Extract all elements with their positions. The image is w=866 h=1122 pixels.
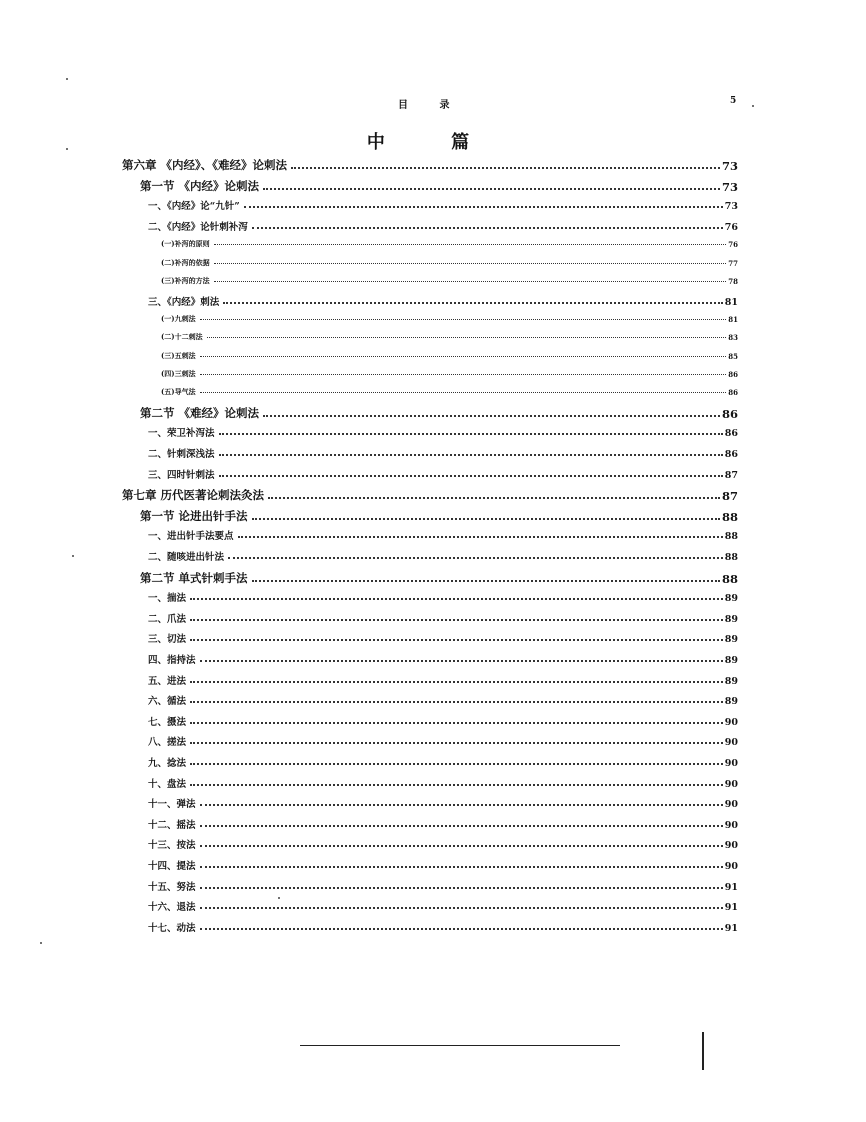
toc-entry-page: 88: [721, 571, 738, 586]
toc-entry-label: 七、摄法: [148, 716, 187, 728]
dot-leader: [291, 166, 720, 169]
toc-entry-label: 一、进出针手法要点: [148, 531, 234, 543]
toc-entry-label: 十三、按法: [148, 840, 196, 852]
dot-leader: [244, 205, 723, 208]
toc-entry-label: 第七章 历代医著论刺法灸法: [122, 488, 265, 503]
toc-entry: [161, 387, 738, 397]
dot-leader: [223, 301, 723, 304]
toc-entry-label: 二、随咳进出针法: [148, 552, 225, 563]
dot-leader: [200, 906, 723, 909]
dot-leader: [200, 391, 727, 393]
toc-entry-label: 六、循法: [148, 696, 187, 708]
toc-entry: [140, 405, 738, 421]
dot-leader: [190, 618, 723, 621]
toc-entry-label: 第二节 《难经》论刺法: [140, 405, 260, 420]
dot-leader: [238, 535, 723, 538]
toc-entry-page: 90: [724, 799, 738, 811]
dot-leader: [200, 659, 723, 662]
dot-leader: [200, 373, 727, 375]
toc-entry-label: (二)十二刺法: [161, 332, 203, 342]
dot-leader: [200, 803, 723, 806]
scan-speck: [66, 148, 68, 150]
toc-entry: [148, 858, 738, 872]
toc-entry: [148, 294, 738, 308]
toc-entry-label: 十四、提法: [148, 861, 196, 872]
toc-entry-page: 86: [724, 449, 738, 460]
toc-entry-page: 91: [724, 922, 738, 934]
scan-speck: [66, 78, 68, 80]
toc-entry: [148, 817, 738, 831]
toc-entry-page: 86: [728, 387, 738, 397]
footer-rule: [300, 1045, 620, 1046]
toc-entry: [161, 258, 738, 268]
toc-entry-label: 十七、动法: [148, 922, 196, 934]
scan-speck: [72, 555, 74, 557]
dot-leader: [200, 927, 723, 930]
dot-leader: [190, 680, 723, 683]
toc-entry-page: 76: [724, 221, 738, 233]
toc-entry-page: 91: [724, 881, 738, 893]
dot-leader: [207, 336, 727, 338]
dot-leader: [219, 432, 723, 435]
toc-entry-page: 83: [728, 333, 738, 343]
toc-entry-label: 三、四时针刺法: [148, 469, 215, 481]
dot-leader: [219, 474, 723, 477]
toc-entry-label: 五、进法: [148, 675, 187, 687]
toc-entry: [161, 239, 738, 249]
scan-speck: [752, 105, 754, 107]
dot-leader: [228, 556, 723, 559]
toc-entry-label: 九、捻法: [148, 758, 187, 769]
toc-entry-page: 86: [724, 428, 738, 440]
header-title: 目 录: [398, 100, 464, 111]
dot-leader: [200, 824, 723, 827]
toc-entry-page: 86: [721, 406, 738, 421]
toc-entry: [161, 332, 738, 342]
toc-entry: [148, 734, 738, 748]
toc-entry-page: 90: [724, 778, 738, 790]
toc-entry: [122, 157, 738, 173]
toc-entry: [148, 219, 738, 233]
toc-entry-label: 第二节 单式针刺手法: [140, 570, 248, 585]
toc-entry-label: 第一节 论进出针手法: [140, 508, 248, 523]
toc-entry-page: 81: [728, 315, 738, 325]
toc-entry: [148, 446, 738, 460]
dot-leader: [200, 886, 723, 889]
toc-entry: [148, 425, 738, 439]
toc-entry: [148, 920, 738, 934]
toc-entry: [140, 508, 738, 524]
toc-entry-page: 73: [721, 159, 738, 173]
toc-entry: [148, 714, 738, 728]
toc-entry-page: 89: [724, 696, 738, 708]
dot-leader: [263, 187, 720, 190]
dot-leader: [214, 262, 727, 264]
toc-entry-label: 第一节 《内经》论刺法: [140, 178, 260, 193]
toc-entry: [148, 899, 738, 913]
dot-leader: [190, 638, 723, 641]
toc-entry-page: 81: [724, 296, 738, 308]
toc-entry: [148, 673, 738, 687]
dot-leader: [190, 783, 723, 786]
dot-leader: [200, 865, 723, 868]
toc-entry-label: 十五、努法: [148, 881, 196, 893]
scan-speck: [278, 897, 280, 899]
toc-entry-label: (三)补泻的方法: [161, 275, 210, 285]
toc-entry-page: 89: [724, 655, 738, 666]
toc-entry-label: 二、针刺深浅法: [148, 449, 215, 460]
dot-leader: [214, 243, 727, 245]
toc-entry-label: 八、搓法: [148, 737, 187, 749]
toc-entry-page: 88: [724, 531, 738, 543]
toc-entry-label: (一)九刺法: [161, 314, 196, 324]
dot-leader: [200, 844, 723, 847]
toc-entry-page: 89: [724, 593, 738, 605]
dot-leader: [214, 280, 727, 282]
toc-entry: [161, 351, 738, 361]
toc-entry-page: 89: [724, 675, 738, 687]
toc-entry-page: 87: [721, 489, 738, 504]
toc-entry: [148, 198, 738, 212]
toc-entry-label: (五)导气法: [161, 386, 196, 396]
toc-entry-label: (四)三刺法: [161, 368, 196, 378]
toc-entry: [161, 369, 738, 379]
toc-entry-page: 91: [724, 902, 738, 914]
toc-entry-label: 十二、摇法: [148, 819, 196, 831]
toc-entry-page: 89: [724, 613, 738, 625]
toc-entry: [140, 178, 738, 194]
toc-entry-page: 90: [724, 716, 738, 728]
toc-entry: [148, 837, 738, 851]
toc-entry: [148, 467, 738, 481]
scan-speck: [40, 942, 42, 944]
toc-entry-label: 四、指持法: [148, 655, 196, 666]
toc-entry-page: 88: [721, 509, 738, 524]
toc-entry: [161, 276, 738, 286]
toc-entry-label: 第六章 《内经》、《难经》论刺法: [122, 158, 288, 172]
toc-entry: [148, 631, 738, 645]
toc-entry-label: (一)补泻的原则: [161, 239, 210, 249]
dot-leader: [190, 741, 723, 744]
toc-entry: [148, 549, 738, 563]
toc-entry: [148, 693, 738, 707]
toc-entry: [148, 796, 738, 810]
toc-entry: [148, 879, 738, 893]
toc-entry-page: 89: [724, 634, 738, 646]
toc-entry-page: 90: [724, 819, 738, 831]
toc-entry: [148, 590, 738, 604]
toc-entry-label: 三、《内经》刺法: [148, 296, 220, 308]
toc-entry: [161, 314, 738, 324]
toc-entry: [148, 755, 738, 769]
dot-leader: [200, 318, 727, 320]
dot-leader: [190, 597, 723, 600]
toc-entry-page: 86: [728, 369, 738, 379]
toc-entry-page: 77: [728, 258, 738, 268]
toc-entry-label: (三)五刺法: [161, 350, 196, 360]
toc-entry: [140, 570, 738, 586]
dot-leader: [268, 496, 720, 499]
toc-entry-label: 十一、弹法: [148, 799, 196, 811]
toc-entry-label: 二、爪法: [148, 613, 187, 625]
toc-entry: [122, 487, 738, 503]
toc-entry-page: 85: [728, 351, 738, 361]
margin-mark: [702, 1032, 704, 1070]
dot-leader: [190, 700, 723, 703]
toc-entry-label: 一、揣法: [148, 593, 187, 605]
dot-leader: [190, 721, 723, 724]
toc-entry-page: 87: [724, 469, 738, 481]
dot-leader: [200, 355, 727, 357]
dot-leader: [190, 762, 723, 765]
dot-leader: [219, 453, 723, 456]
toc-entry-page: 73: [721, 179, 738, 194]
toc-entry-label: 一、荣卫补泻法: [148, 428, 215, 440]
dot-leader: [252, 579, 720, 582]
header-page-number: 5: [730, 96, 737, 106]
toc-entry-label: 十、盘法: [148, 778, 187, 790]
toc-entry: [148, 652, 738, 666]
toc-entry-page: 90: [724, 861, 738, 872]
toc-entry-label: 二、《内经》论针刺补泻: [148, 221, 248, 233]
toc-entry: [148, 528, 738, 542]
toc-entry-page: 78: [728, 276, 738, 286]
toc-entry-page: 88: [724, 552, 738, 563]
dot-leader: [252, 517, 720, 520]
toc-entry-label: (二)补泻的依据: [161, 257, 210, 267]
toc-entry-label: 三、切法: [148, 634, 187, 646]
toc-entry-page: 90: [724, 737, 738, 749]
part-title: 中 篇: [366, 132, 500, 153]
toc-entry-page: 90: [724, 840, 738, 852]
toc-entry-label: 十六、退法: [148, 902, 196, 914]
toc-entry-page: 90: [724, 758, 738, 769]
toc-entry-page: 73: [724, 201, 738, 213]
page-header: [0, 96, 866, 116]
toc-entry: [148, 611, 738, 625]
toc-entry-page: 76: [728, 240, 738, 250]
toc-entry: [148, 776, 738, 790]
dot-leader: [263, 414, 720, 417]
toc-entry-label: 一、《内经》论“九针”: [148, 201, 240, 213]
dot-leader: [252, 226, 723, 229]
